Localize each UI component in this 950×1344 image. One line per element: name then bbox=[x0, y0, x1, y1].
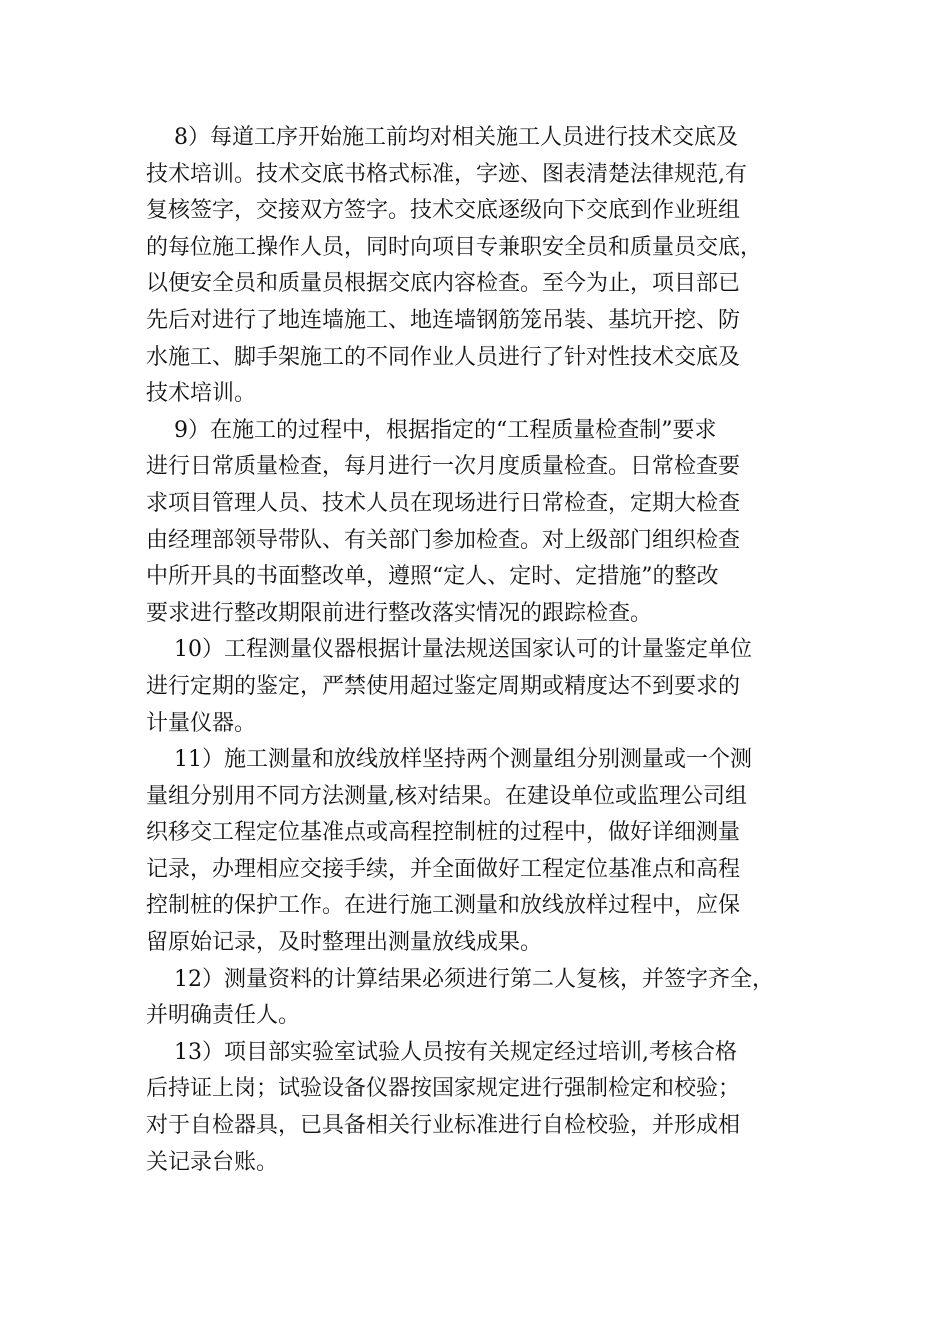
text-line: 由经理部领导带队、有关部门参加检查。对上级部门组织检查 bbox=[146, 527, 741, 553]
text-line: 12）测量资料的计算结果必须进行第二人复核，并签字齐全， bbox=[174, 966, 774, 992]
text-line: 计量仪器。 bbox=[146, 710, 257, 736]
text-line: 记录，办理相应交接手续，并全面做好工程定位基准点和高程 bbox=[146, 856, 741, 882]
text-line: 9）在施工的过程中，根据指定的“工程质量检查制”要求 bbox=[174, 417, 717, 443]
text-line: 后持证上岗；试验设备仪器按国家规定进行强制检定和校验； bbox=[146, 1076, 741, 1102]
text-line: 求项目管理人员、技术人员在现场进行日常检查，定期大检查 bbox=[146, 490, 741, 516]
text-line: 进行日常质量检查，每月进行一次月度质量检查。日常检查要 bbox=[146, 454, 741, 480]
paragraph-12 bbox=[146, 962, 806, 1035]
text-line: 8）每道工序开始施工前均对相关施工人员进行技术交底及 bbox=[174, 125, 738, 150]
text-line: 进行定期的鉴定，严禁使用超过鉴定周期或精度达不到要求的 bbox=[146, 673, 741, 699]
paragraph-10 bbox=[146, 632, 806, 742]
text-line: 织移交工程定位基准点或高程控制桩的过程中，做好详细测量 bbox=[146, 820, 741, 846]
text-line: 关记录台账。 bbox=[146, 1149, 279, 1175]
text-line: 13）项目部实验室试验人员按有关规定经过培训,考核合格 bbox=[174, 1039, 737, 1065]
text-line: 复核签字，交接双方签字。技术交底逐级向下交底到作业班组 bbox=[146, 198, 741, 224]
text-line: 量组分别用不同方法测量,核对结果。在建设单位或监理公司组 bbox=[146, 783, 747, 809]
text-line: 要求进行整改期限前进行整改落实情况的跟踪检查。 bbox=[146, 600, 653, 626]
text-line: 先后对进行了地连墙施工、地连墙钢筋笼吊装、基坑开挖、防 bbox=[146, 307, 741, 333]
text-line: 11）施工测量和放线放样坚持两个测量组分别测量或一个测 bbox=[174, 747, 752, 773]
text-line: 并明确责任人。 bbox=[146, 1003, 301, 1029]
text-line: 技术培训。技术交底书格式标准，字迹、图表清楚法律规范,有 bbox=[146, 161, 747, 187]
text-line: 的每位施工操作人员，同时向项目专兼职安全员和质量员交底， bbox=[146, 234, 763, 260]
text-line: 10）工程测量仪器根据计量法规送国家认可的计量鉴定单位 bbox=[174, 637, 752, 663]
paragraph-9 bbox=[146, 413, 806, 633]
document-body bbox=[146, 120, 806, 1181]
text-line: 对于自检器具，已具备相关行业标准进行自检校验，并形成相 bbox=[146, 1113, 741, 1139]
paragraph-13 bbox=[146, 1035, 806, 1181]
text-line: 中所开具的书面整改单，遵照“定人、定时、定措施”的整改 bbox=[146, 564, 719, 590]
text-line: 留原始记录，及时整理出测量放线成果。 bbox=[146, 930, 543, 956]
text-line: 以便安全员和质量员根据交底内容检查。至今为止，项目部已 bbox=[146, 271, 741, 297]
text-line: 控制桩的保护工作。在进行施工测量和放线放样过程中，应保 bbox=[146, 893, 741, 919]
text-line: 水施工、脚手架施工的不同作业人员进行了针对性技术交底及 bbox=[146, 344, 741, 370]
text-line: 技术培训。 bbox=[146, 381, 257, 407]
paragraph-11 bbox=[146, 742, 806, 962]
paragraph-8 bbox=[146, 120, 806, 413]
